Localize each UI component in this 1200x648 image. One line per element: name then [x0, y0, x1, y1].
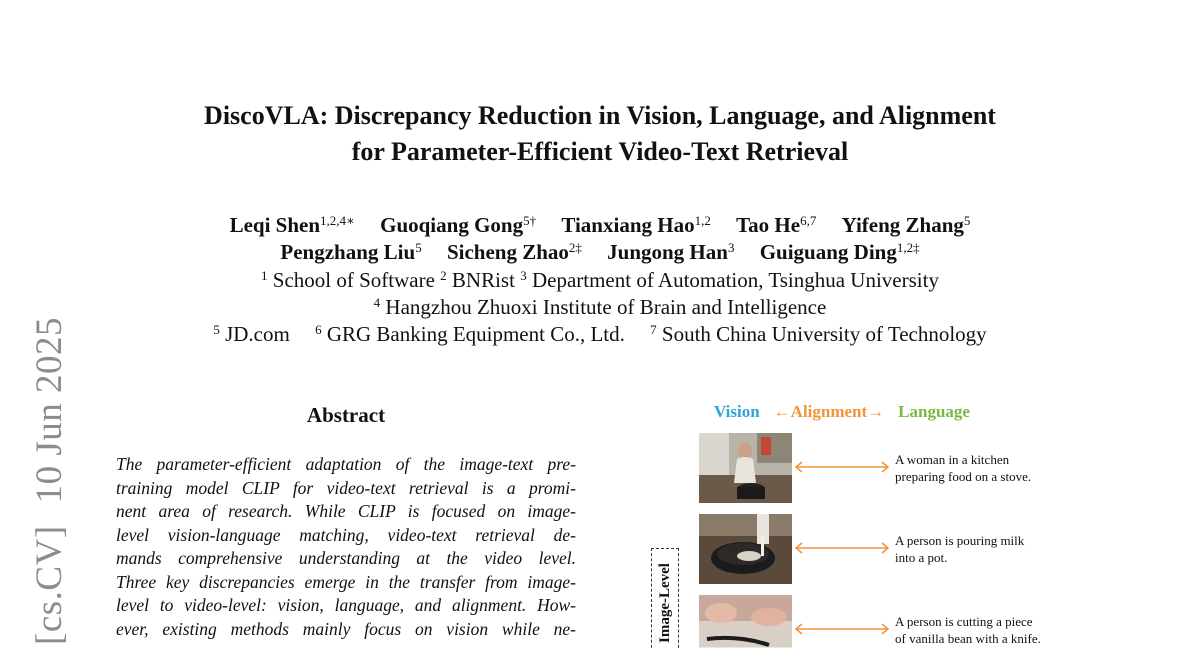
author: Leqi Shen$^{1,2,4∗}$ [229, 213, 355, 237]
arxiv-side-stamp [28, 317, 71, 645]
paper-title [0, 98, 1200, 170]
abstract-heading: Abstract [306, 403, 386, 427]
author: Guiguang Ding$^{1,2\ddagger}$ [759, 240, 920, 264]
authors-line-2 [0, 240, 1200, 265]
author: Tianxiang Hao$^{1,2}$ [561, 213, 711, 237]
author: Pengzhang Liu$^5$ [280, 240, 422, 264]
abstract-line: The parameter-efficient adaptation of the image-text pre- [116, 454, 576, 474]
video-frame-pouring [699, 514, 792, 584]
alignment-arrow-icon [792, 540, 892, 556]
abstract-line: Three key discrepancies emerge in the transfer from image- [116, 571, 576, 592]
title-line-2: for Parameter-Efficient Video-Text Retrieval [351, 137, 849, 166]
author: Jungong Han$^3$ [607, 240, 735, 264]
author: Guoqiang Gong$^{5\dagger}$ [380, 213, 537, 237]
affiliations-line-1: $^1$ School of Software $^2$ BNRist $^3$ Department of Automation, Tsinghua University [261, 268, 939, 292]
video-frame-kitchen [699, 433, 792, 503]
abstract-body [116, 453, 576, 641]
video-frame-cutting [699, 595, 792, 648]
authors-line-1 [0, 213, 1200, 238]
abstract-line: mands comprehensive understanding at the video level. [116, 548, 576, 568]
legend-alignment: ←Alignment→ [773, 402, 885, 421]
affiliations-line-3: $^5$ JD.com $^6$ GRG Banking Equipment Co., Ltd. $^7$ South China University of Technology [213, 322, 987, 346]
arxiv-date: 10 Jun 2025 [29, 316, 70, 504]
affiliation: South China University of Technology [661, 322, 987, 346]
author: Tao He$^{6,7}$ [736, 213, 817, 237]
affiliations-line-2: $^4$ Hangzhou Zhuoxi Institute of Brain and Intelligence [373, 295, 827, 319]
legend-vision: Vision [714, 402, 760, 421]
affiliation: JD.com [225, 322, 290, 346]
alignment-arrow-icon [792, 459, 892, 475]
frame-caption: A person is pouring milk into a pot. [895, 533, 1025, 565]
abstract-line: ever, existing methods mainly focus on vision while ne- [116, 618, 576, 639]
author: Yifeng Zhang$^5$ [841, 213, 971, 237]
affiliation: Hangzhou Zhuoxi Institute of Brain and Intelligence [385, 295, 827, 319]
frame-caption: A person is cutting a piece of vanilla bean with a knife. [895, 614, 1041, 646]
abstract-line: level vision-language matching, video-text retrieval de- [116, 524, 576, 545]
affiliation: Department of Automation, Tsinghua University [531, 268, 939, 292]
image-level-label: Image-Level [657, 563, 673, 643]
frame-caption: A woman in a kitchen preparing food on a stove. [895, 452, 1032, 484]
arxiv-category: [cs.CV] [29, 525, 70, 645]
affiliation: BNRist [451, 268, 515, 292]
abstract-line: nent area of research. While CLIP is focused on image- [116, 501, 576, 521]
title-line-1: DiscoVLA: Discrepancy Reduction in Vision, Language, and Alignment [204, 101, 996, 130]
affiliation: GRG Banking Equipment Co., Ltd. [326, 322, 625, 346]
figure-legend [714, 402, 970, 422]
abstract-line: level to video-level: vision, language, and alignment. How- [116, 595, 576, 615]
alignment-arrow-icon [792, 621, 892, 637]
legend-language: Language [898, 402, 970, 421]
affiliation: School of Software [272, 268, 435, 292]
abstract-line: training model CLIP for video-text retrieval is a promi- [116, 477, 576, 498]
author: Sicheng Zhao$^{2\ddagger}$ [446, 240, 582, 264]
